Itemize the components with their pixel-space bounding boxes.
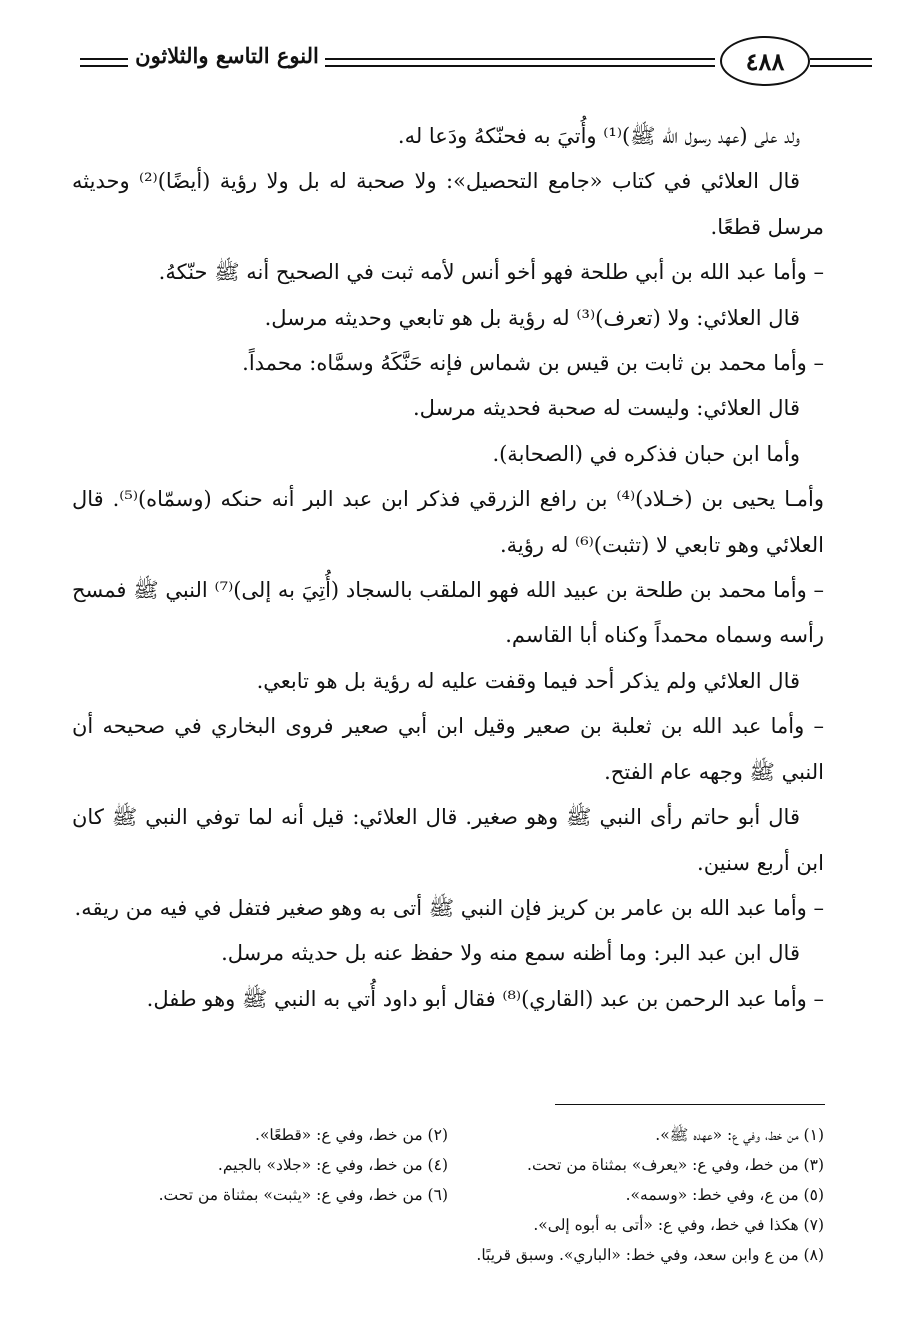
footnote: (٤) من خط، وفي ع: «جلاد» بالجيم. bbox=[217, 1156, 448, 1174]
footnotes bbox=[72, 1120, 824, 1270]
chapter-title: النوع التاسع والثلاثون bbox=[135, 43, 319, 68]
paragraph: – وأما عبد الله بن ثعلبة بن صعير وقيل ابن أبي صعير فروى البخاري في صحيحه أن النبي ﷺ وجهه عام الفتح. bbox=[72, 714, 824, 784]
paragraph: وأما ابن حبان فذكره في (الصحابة). bbox=[492, 441, 800, 466]
header-rule bbox=[80, 58, 128, 67]
footnote: (٨) من ع وابن سعد، وفي خط: «الباري». وسبق قريبًا. bbox=[476, 1246, 824, 1264]
paragraph: وأمـا يحيى بن (خـلاد)⁽⁴⁾ بن رافع الزرقي فذكر ابن عبد البر أنه حنكه (وسمّاه)⁽⁵⁾. قال العلائي وهو تابعي لا (تثبت)⁽⁶⁾ له رؤية. bbox=[72, 487, 824, 557]
footnote: (٣) من خط، وفي ع: «يعرف» بمثناة من تحت. bbox=[527, 1156, 824, 1174]
page-header bbox=[40, 30, 880, 90]
footnote: (١) من خط، وفي ع: «عهده ﷺ». bbox=[655, 1126, 824, 1144]
page-number: ٤٨٨ bbox=[720, 36, 810, 86]
paragraph: – وأما عبد الله بن عامر بن كريز فإن النبي ﷺ أتى به وهو صغير فتفل في فيه من ريقه. bbox=[74, 895, 824, 920]
footnote-divider bbox=[555, 1104, 825, 1105]
footnote: (٢) من خط، وفي ع: «قطعًا». bbox=[255, 1126, 448, 1144]
footnote: (٥) من ع، وفي خط: «وسمه». bbox=[625, 1186, 824, 1204]
paragraph: ولد على (عهد رسول الله ﷺ)⁽¹⁾ وأُتيَ به فحنّكهُ ودَعا له. bbox=[397, 124, 800, 148]
footnote: (٦) من خط، وفي ع: «يثبت» بمثناة من تحت. bbox=[158, 1186, 448, 1204]
paragraph: قال أبو حاتم رأى النبي ﷺ وهو صغير. قال العلائي: قيل أنه لما توفي النبي ﷺ كان ابن أربع سنين. bbox=[72, 805, 824, 875]
paragraph: قال العلائي في كتاب «جامع التحصيل»: ولا صحبة له بل ولا رؤية (أيضًا)⁽²⁾ وحديثه مرسل قطعًا. bbox=[72, 169, 824, 239]
paragraph: – وأما محمد بن طلحة بن عبيد الله فهو الملقب بالسجاد (أُتِيَ به إلى)⁽⁷⁾ النبي ﷺ فمسح رأسه وسماه محمداً وكناه أبا القاسم. bbox=[72, 578, 824, 648]
paragraph: قال العلائي ولم يذكر أحد فيما وقفت عليه له رؤية بل هو تابعي. bbox=[256, 668, 800, 693]
header-rule bbox=[325, 58, 715, 67]
body-text bbox=[72, 114, 824, 1022]
paragraph: – وأما عبد الله بن أبي طلحة فهو أخو أنس لأمه ثبت في الصحيح أنه ﷺ حنّكهُ. bbox=[158, 260, 824, 285]
paragraph: قال العلائي: ولا (تعرف)⁽³⁾ له رؤية بل هو تابعي وحديثه مرسل. bbox=[264, 305, 800, 330]
paragraph: – وأما عبد الرحمن بن عبد (القاري)⁽⁸⁾ فقال أبو داود أُتي به النبي ﷺ وهو طفل. bbox=[146, 986, 824, 1011]
paragraph: – وأما محمد بن ثابت بن قيس بن شماس فإنه حَنَّكَهُ وسمَّاه: محمداً. bbox=[242, 351, 824, 376]
paragraph: قال العلائي: وليست له صحبة فحديثه مرسل. bbox=[412, 396, 800, 421]
header-rule bbox=[810, 58, 872, 67]
paragraph: قال ابن عبد البر: وما أظنه سمع منه ولا حفظ عنه بل حديثه مرسل. bbox=[221, 941, 800, 966]
footnote: (٧) هكذا في خط، وفي ع: «أتى به أبوه إلى». bbox=[533, 1216, 824, 1234]
